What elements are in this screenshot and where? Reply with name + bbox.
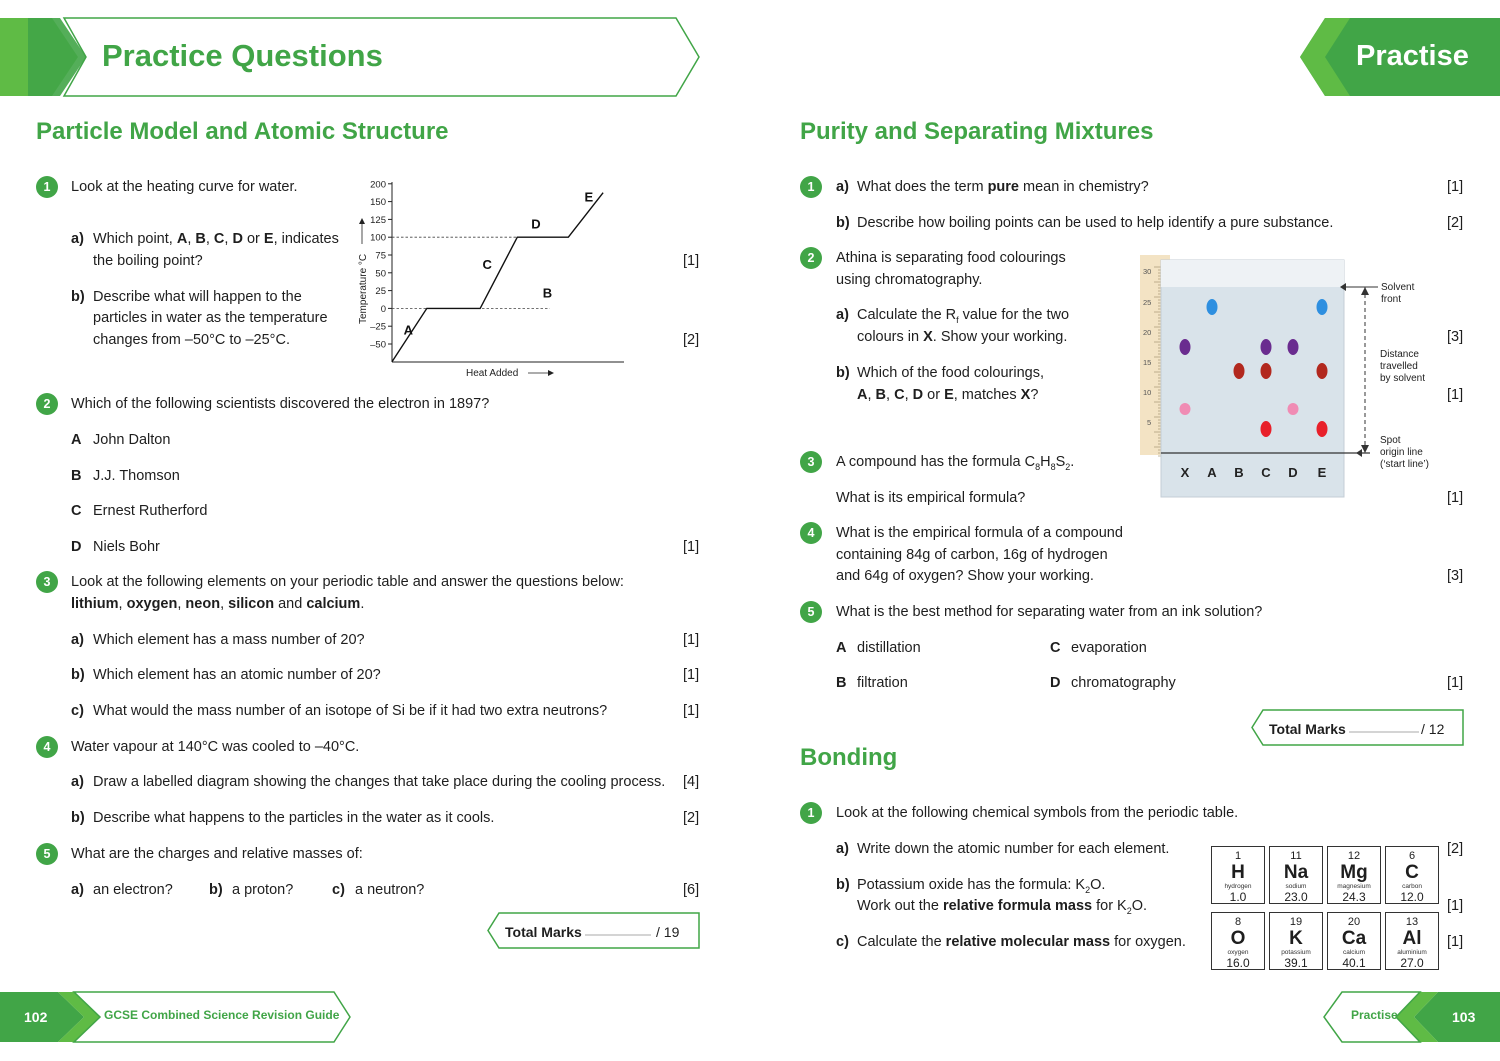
element-tile: 19 K potassium 39.1 <box>1269 912 1323 970</box>
element-list: lithium, oxygen, neon, silicon and calcium. <box>71 596 365 612</box>
element-tile: 13 Al aluminium 27.0 <box>1385 912 1439 970</box>
part-text: What does the term pure mean in chemistry? <box>857 179 1149 195</box>
part-text: Describe how boiling points can be used to help identify a pure substance. <box>857 215 1334 231</box>
option-text: chromatography <box>1071 675 1176 691</box>
question-stem: and 64g of oxygen? Show your working. <box>836 568 1094 584</box>
mark-allocation: [2] <box>683 332 700 348</box>
part-letter: b) <box>836 215 850 231</box>
question-number: 3 <box>800 451 822 473</box>
element-tile: 1 H hydrogen 1.0 <box>1211 846 1265 904</box>
part-text: A, B, C, D or E, matches X? <box>857 387 1039 403</box>
lane-label: D <box>1288 465 1298 480</box>
part-letter: c) <box>71 703 84 719</box>
part-text: Describe what happens to the particles in the water as it cools. <box>93 810 495 826</box>
part-letter: b) <box>71 289 85 305</box>
dye-spot <box>1180 403 1191 415</box>
part-text: What is its empirical formula? <box>836 490 1026 506</box>
dye-spot <box>1288 403 1299 415</box>
lane-label: B <box>1234 465 1244 480</box>
element-tile: 6 C carbon 12.0 <box>1385 846 1439 904</box>
part-letter: b) <box>836 877 850 893</box>
question-stem: using chromatography. <box>836 272 983 288</box>
x-axis-arrowhead <box>548 370 554 376</box>
option-letter: A <box>71 432 82 448</box>
total-marks-value: / 19 <box>656 924 680 940</box>
mark-allocation: [1] <box>1447 934 1464 950</box>
question-number: 1 <box>36 176 58 198</box>
option-letter: C <box>1050 640 1061 656</box>
mark-allocation: [1] <box>1447 179 1464 195</box>
part-letter: b) <box>209 882 223 898</box>
section-title-particle-model: Particle Model and Atomic Structure <box>36 118 449 145</box>
mark-allocation: [1] <box>1447 387 1464 403</box>
y-tick-label: 50 <box>375 268 386 280</box>
question-stem: containing 84g of carbon, 16g of hydrogen <box>836 547 1108 563</box>
heating-curve-chart <box>350 172 640 384</box>
part-text: particles in water as the temperature <box>93 310 328 326</box>
heating-curve-line <box>392 193 603 362</box>
dye-spot <box>1261 339 1272 355</box>
footer-chapter: Practise <box>1351 1008 1398 1022</box>
option-text: John Dalton <box>93 432 171 448</box>
part-letter: a) <box>71 774 84 790</box>
dye-spot <box>1207 299 1218 315</box>
option-letter: D <box>71 539 82 555</box>
part-text: Work out the relative formula mass for $K_2O$. <box>857 898 1148 916</box>
part-letter: a) <box>836 307 849 323</box>
y-tick-label: –25 <box>370 321 386 333</box>
part-text: the boiling point? <box>93 253 203 269</box>
part-letter: c) <box>332 882 345 898</box>
page-title: Practice Questions <box>102 38 383 73</box>
part-letter: a) <box>836 179 849 195</box>
part-text: Which of the food colourings, <box>857 365 1044 381</box>
total-marks-label: Total Marks <box>505 924 582 940</box>
chapter-tab-title: Practise <box>1356 40 1469 72</box>
part-text: Write down the atomic number for each element. <box>857 841 1170 857</box>
part-letter: b) <box>71 667 85 683</box>
part-text: Calculate the $R_f$ value for the two <box>857 307 1070 325</box>
curve-point-label: B <box>542 285 553 301</box>
question-stem: Water vapour at 140°C was cooled to –40°C. <box>71 739 360 755</box>
part-text: Potassium oxide has the formula: $K_2O$. <box>857 877 1106 895</box>
distance-label: travelled <box>1380 361 1418 372</box>
question-stem: What are the charges and relative masses of: <box>71 846 363 862</box>
y-tick-label: 25 <box>375 286 386 298</box>
mark-allocation: [1] <box>683 703 700 719</box>
lane-label: C <box>1261 465 1271 480</box>
part-text: colours in X. Show your working. <box>857 329 1068 345</box>
part-letter: c) <box>836 934 849 950</box>
option-letter: D <box>1050 675 1061 691</box>
question-stem: Look at the following chemical symbols from the periodic table. <box>836 805 1239 821</box>
dye-spot <box>1261 363 1272 379</box>
y-axis-label: Temperature °C <box>358 253 369 324</box>
mark-allocation: [2] <box>1447 215 1464 231</box>
mark-allocation: [4] <box>683 774 700 790</box>
page-number-right: 103 <box>1452 1009 1476 1025</box>
mark-allocation: [1] <box>1447 490 1464 506</box>
question-number: 4 <box>36 736 58 758</box>
option-letter: C <box>71 503 82 519</box>
origin-label: origin line <box>1380 447 1423 458</box>
y-tick-label: 75 <box>375 250 386 262</box>
y-tick-label: 125 <box>370 214 386 226</box>
mark-allocation: [2] <box>1447 841 1464 857</box>
page-number-left: 102 <box>24 1009 48 1025</box>
part-letter: b) <box>71 810 85 826</box>
curve-point-label: E <box>584 189 594 205</box>
section-title-bonding: Bonding <box>800 744 898 771</box>
total-marks-value: / 12 <box>1421 721 1445 737</box>
ruler-label: 20 <box>1143 328 1152 337</box>
question-stem: What is the empirical formula of a compound <box>836 525 1123 541</box>
curve-point-label: C <box>482 257 492 273</box>
dye-spot <box>1317 421 1328 437</box>
y-tick-label: 150 <box>370 197 386 209</box>
y-tick-label: 200 <box>370 179 386 191</box>
mark-allocation: [1] <box>1447 898 1464 914</box>
option-text: Niels Bohr <box>93 539 160 555</box>
question-number: 5 <box>36 843 58 865</box>
part-text: Draw a labelled diagram showing the changes that take place during the cooling process. <box>93 774 666 790</box>
part-letter: a) <box>71 231 84 247</box>
mark-allocation: [1] <box>683 632 700 648</box>
distance-label: Distance <box>1380 349 1419 360</box>
option-text: evaporation <box>1071 640 1147 656</box>
y-axis-arrowhead <box>359 218 365 224</box>
part-text: Which element has a mass number of 20? <box>93 632 365 648</box>
element-tile: 20 Ca calcium 40.1 <box>1327 912 1381 970</box>
question-stem: What is the best method for separating water from an ink solution? <box>836 604 1263 620</box>
question-number: 2 <box>800 247 822 269</box>
mark-allocation: [1] <box>683 539 700 555</box>
book-title: GCSE Combined Science Revision Guide <box>104 1008 340 1022</box>
option-text: filtration <box>857 675 908 691</box>
mark-allocation: [2] <box>683 810 700 826</box>
question-stem: Look at the heating curve for water. <box>71 179 298 195</box>
distance-label: by solvent <box>1380 373 1426 384</box>
total-marks-label: Total Marks <box>1269 721 1346 737</box>
lane-label: X <box>1180 465 1190 480</box>
part-text: Which point, A, B, C, D or E, indicates <box>93 231 339 247</box>
dye-spot <box>1261 421 1272 437</box>
option-letter: B <box>71 468 82 484</box>
mark-allocation: [3] <box>1447 568 1464 584</box>
y-tick-label: –50 <box>370 339 386 351</box>
mark-allocation: [1] <box>1447 675 1464 691</box>
origin-label: Spot <box>1380 435 1401 446</box>
solvent-front-label: Solvent <box>1381 282 1415 293</box>
part-letter: a) <box>71 632 84 648</box>
lane-label: E <box>1317 465 1327 480</box>
lane-label: A <box>1207 465 1217 480</box>
question-number: 1 <box>800 802 822 824</box>
mark-allocation: [6] <box>683 882 700 898</box>
mark-allocation: [3] <box>1447 329 1464 345</box>
option-text: J.J. Thomson <box>93 468 180 484</box>
dye-spot <box>1317 363 1328 379</box>
curve-point-label: A <box>403 322 413 338</box>
question-number: 4 <box>800 522 822 544</box>
x-axis-label: Heat Added <box>466 368 519 379</box>
dye-spot <box>1180 339 1191 355</box>
question-stem: Look at the following elements on your periodic table and answer the questions below: <box>71 574 624 590</box>
part-letter: a) <box>836 841 849 857</box>
part-text: an electron? <box>93 882 173 898</box>
mark-allocation: [1] <box>683 253 700 269</box>
option-letter: A <box>836 640 847 656</box>
chromatography-diagram <box>1140 255 1440 500</box>
question-number: 2 <box>36 393 58 415</box>
option-text: Ernest Rutherford <box>93 503 208 519</box>
question-number: 1 <box>800 176 822 198</box>
dye-spot <box>1288 339 1299 355</box>
option-text: distillation <box>857 640 921 656</box>
ruler-label: 5 <box>1147 418 1152 427</box>
dye-spot <box>1234 363 1245 379</box>
part-text: Which element has an atomic number of 20? <box>93 667 381 683</box>
part-text: Calculate the relative molecular mass for oxygen. <box>857 934 1186 950</box>
question-stem: Athina is separating food colourings <box>836 250 1066 266</box>
part-text: What would the mass number of an isotope of Si be if it had two extra neutrons? <box>93 703 608 719</box>
part-text: a proton? <box>232 882 294 898</box>
ruler-label: 30 <box>1143 267 1152 276</box>
chromatography-paper <box>1161 260 1344 497</box>
element-tile: 12 Mg magnesium 24.3 <box>1327 846 1381 904</box>
section-title-purity: Purity and Separating Mixtures <box>800 118 1154 145</box>
part-text: changes from –50°C to –25°C. <box>93 332 290 348</box>
solvent-front-label: front <box>1381 294 1402 305</box>
ruler-label: 15 <box>1143 358 1152 367</box>
ruler-label: 25 <box>1143 298 1152 307</box>
part-letter: a) <box>71 882 84 898</box>
curve-point-label: D <box>531 216 541 232</box>
option-letter: B <box>836 675 847 691</box>
part-text: a neutron? <box>355 882 425 898</box>
question-number: 3 <box>36 571 58 593</box>
question-stem: A compound has the formula $C_8H_8S_2$. <box>836 454 1075 472</box>
element-tile: 8 O oxygen 16.0 <box>1211 912 1265 970</box>
question-stem: Which of the following scientists discovered the electron in 1897? <box>71 396 490 412</box>
y-tick-label: 100 <box>370 232 386 244</box>
dye-spot <box>1317 299 1328 315</box>
element-tile: 11 Na sodium 23.0 <box>1269 846 1323 904</box>
part-letter: b) <box>836 365 850 381</box>
question-number: 5 <box>800 601 822 623</box>
origin-label: (‘start line’) <box>1380 459 1429 470</box>
y-tick-label: 0 <box>380 303 386 315</box>
ruler-label: 10 <box>1143 388 1152 397</box>
part-text: Describe what will happen to the <box>93 289 302 305</box>
mark-allocation: [1] <box>683 667 700 683</box>
